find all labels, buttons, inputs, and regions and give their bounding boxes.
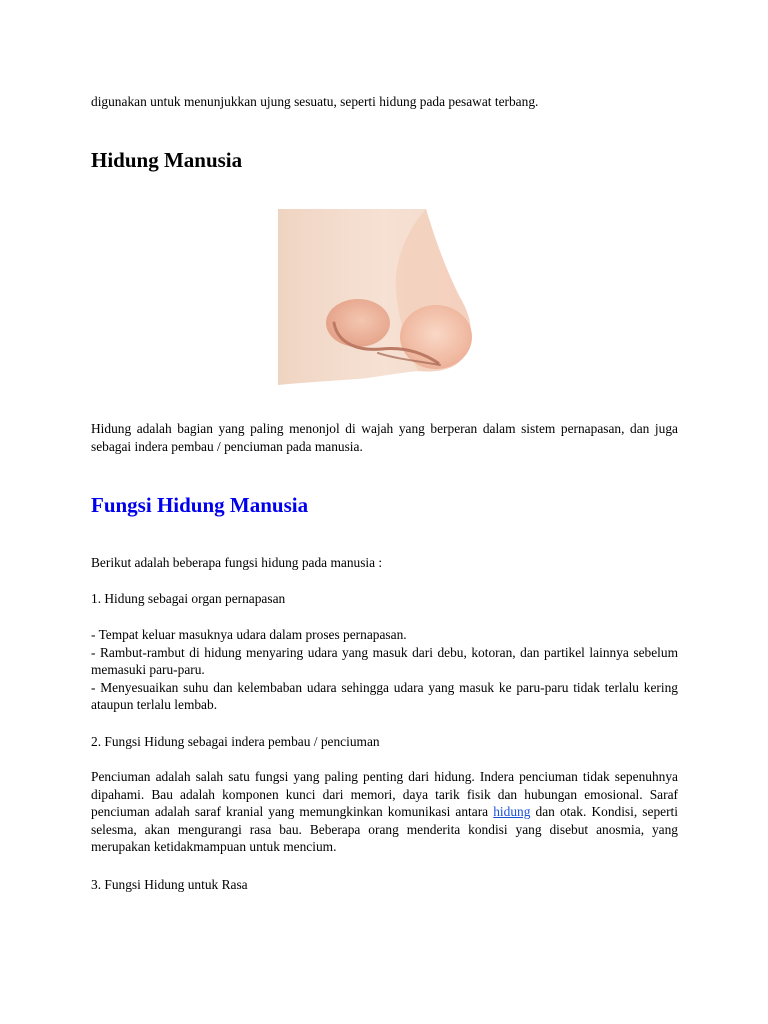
nose-image	[278, 209, 474, 385]
list-item: - Tempat keluar masuknya udara dalam proses pernapasan.	[91, 627, 407, 642]
intro-fragment: digunakan untuk menunjukkan ujung sesuatu, seperti hidung pada pesawat terbang.	[91, 94, 539, 109]
function-1-points	[91, 626, 678, 714]
hidung-link[interactable]: hidung	[493, 804, 531, 820]
function-2-title: 2. Fungsi Hidung sebagai indera pembau / penciuman	[91, 734, 380, 749]
list-item: - Menyesuaikan suhu dan kelembaban udara sehingga udara yang masuk ke paru-paru tidak terlalu kering ataupun terlalu lembab.	[91, 679, 678, 713]
function-2-text-before: Penciuman adalah salah satu fungsi yang paling penting dari hidung. Indera penciuman tidak sepenuhnya dipahami. Bau adalah komponen kunci dari memori, daya tarik fisik dan hubungan emosional. Saraf penciuman adalah saraf kranial yang memungkinkan komunikasi antara	[91, 769, 678, 820]
function-3-title: 3. Fungsi Hidung untuk Rasa	[91, 877, 248, 892]
function-2-paragraph	[91, 768, 678, 856]
function-1-title: 1. Hidung sebagai organ pernapasan	[91, 591, 286, 606]
heading-human-nose: Hidung Manusia	[91, 148, 243, 172]
heading-functions: Fungsi Hidung Manusia	[91, 493, 309, 517]
definition-paragraph: Hidung adalah bagian yang paling menonjol di wajah yang berperan dalam sistem pernapasan, dan juga sebagai indera pembau / penciuman pada manusia.	[91, 421, 678, 454]
functions-intro: Berikut adalah beberapa fungsi hidung pada manusia :	[91, 555, 383, 570]
list-item: - Rambut-rambut di hidung menyaring udara yang masuk dari debu, kotoran, dan partikel lainnya sebelum memasuki paru-paru.	[91, 644, 678, 678]
function-2-text-after: dan otak. Kondisi, seperti selesma, akan mengurangi rasa bau. Beberapa orang menderita kondisi yang disebut anosmia, yang merupakan ketidakmampuan untuk mencium.	[91, 804, 678, 855]
